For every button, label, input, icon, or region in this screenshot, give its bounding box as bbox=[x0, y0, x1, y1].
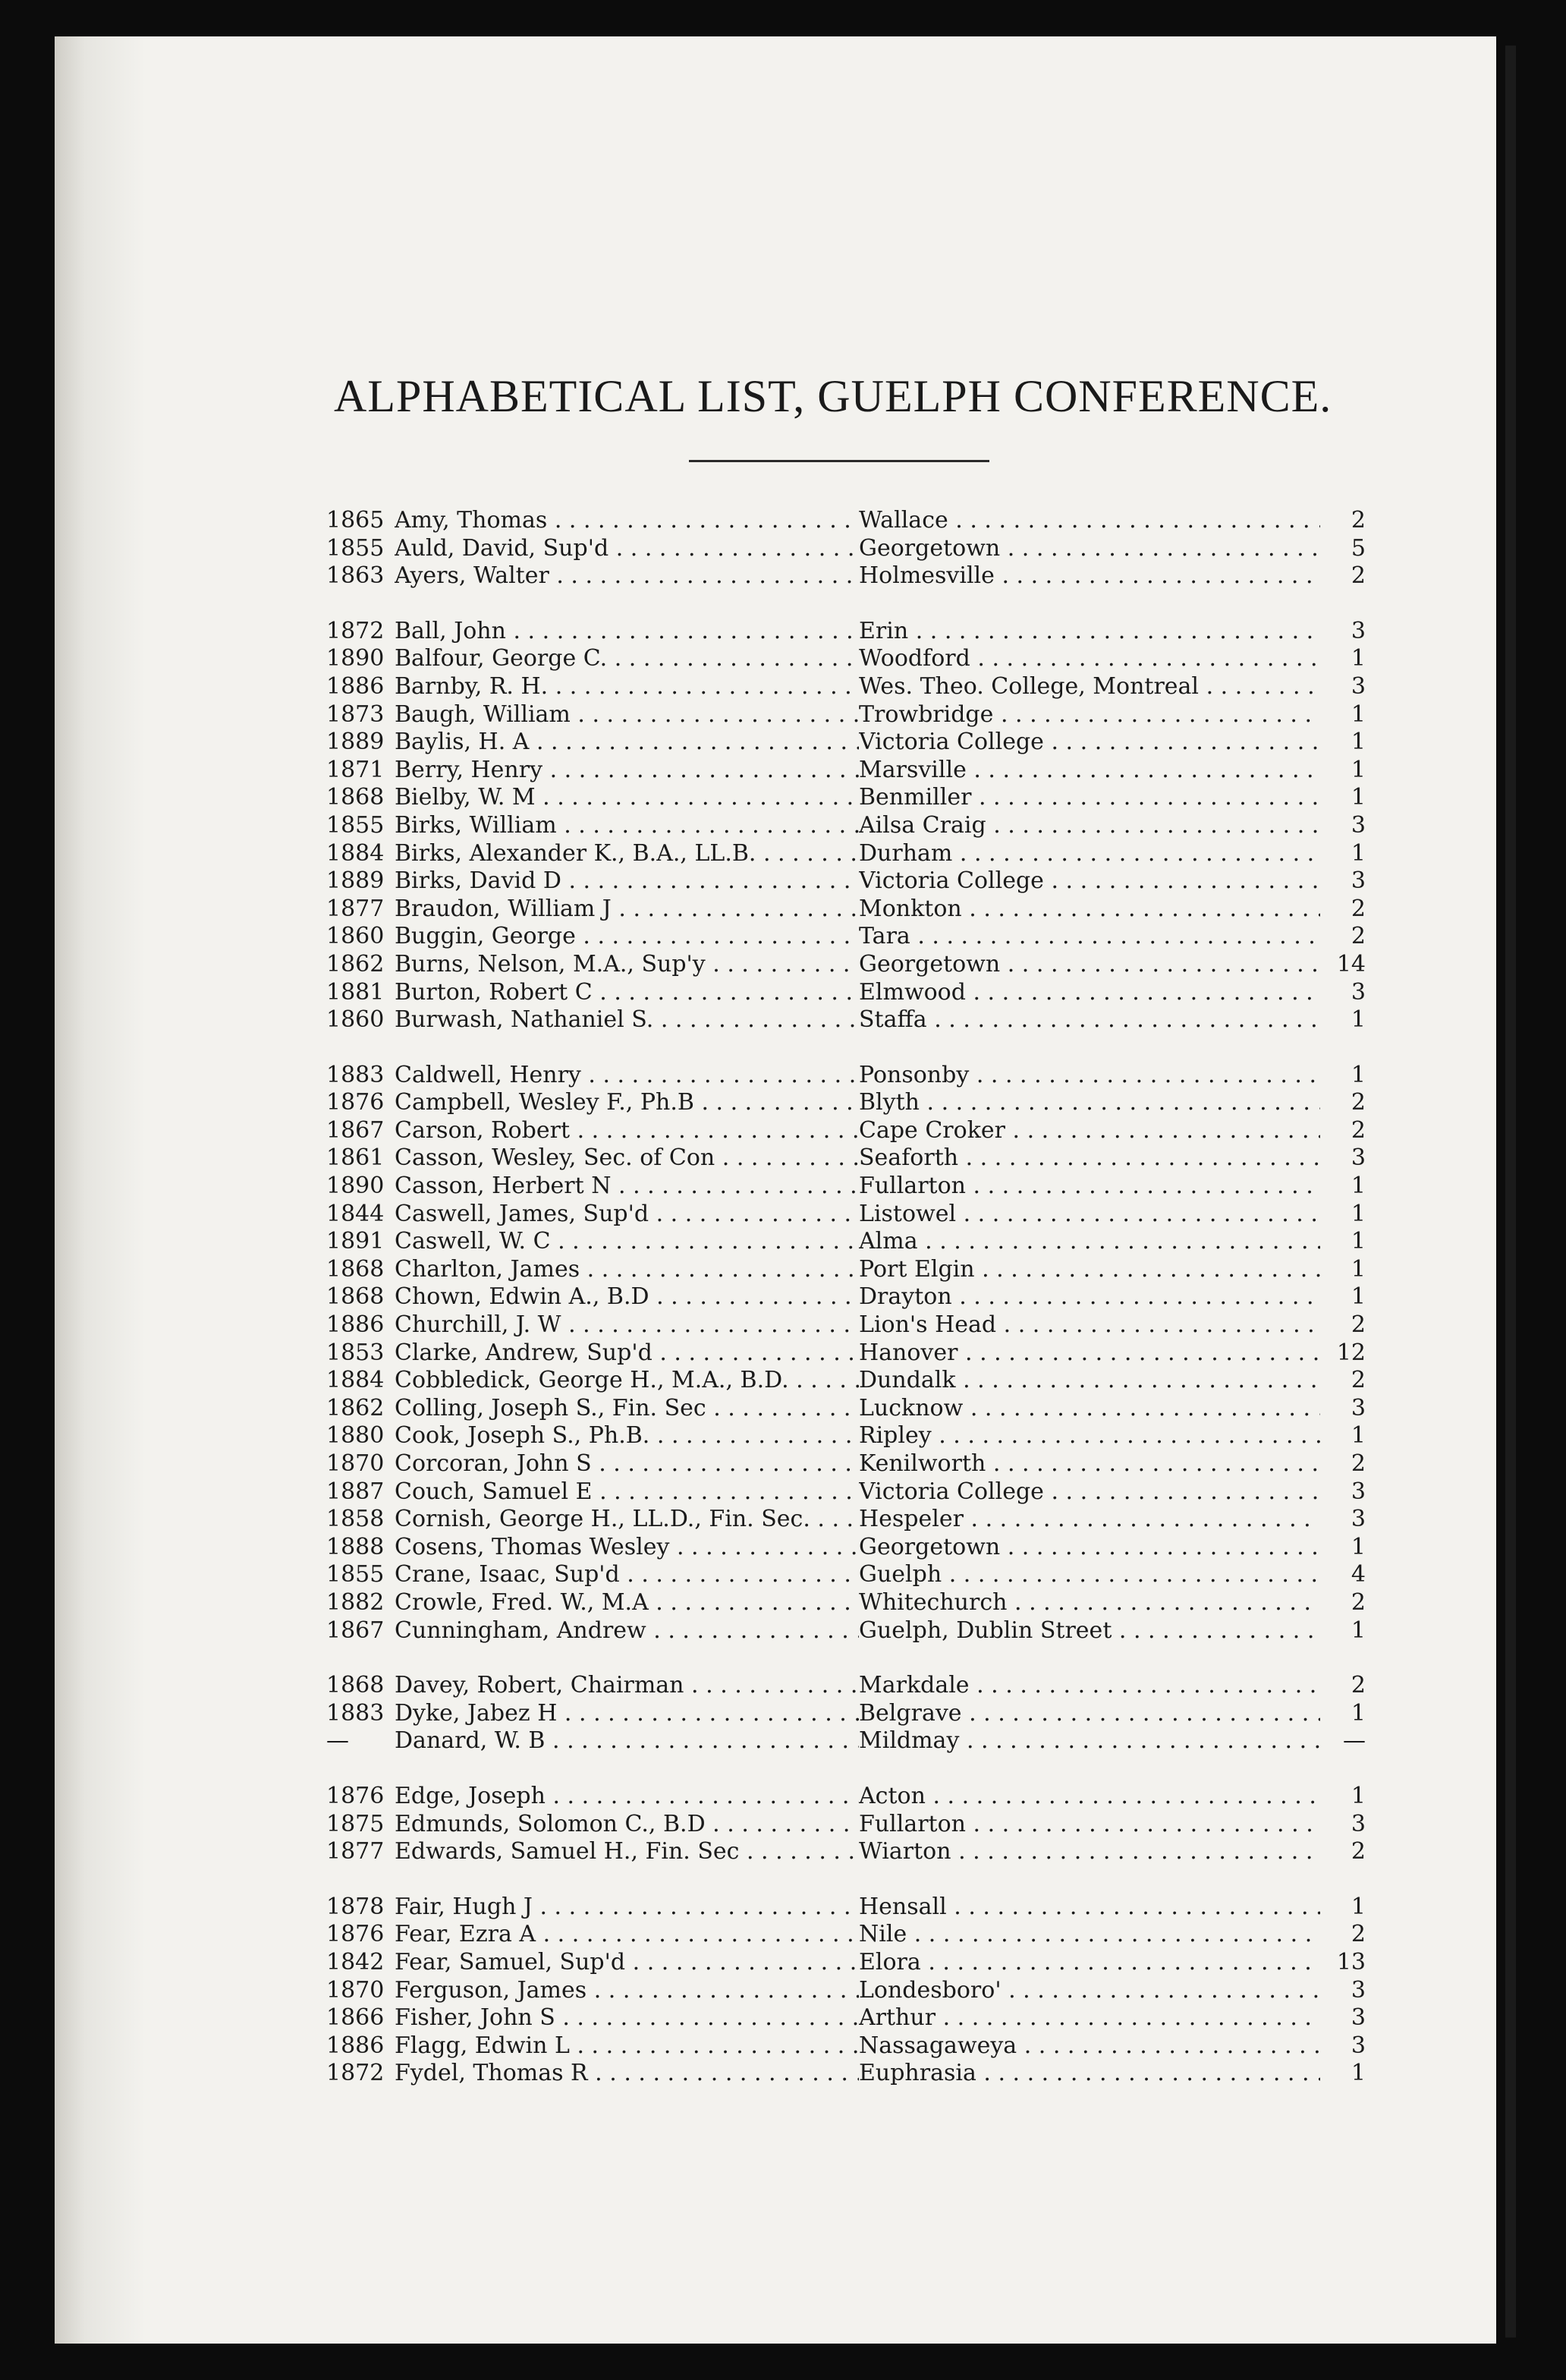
entry-year: 1873 bbox=[326, 700, 385, 728]
entry-year: 1882 bbox=[326, 1588, 385, 1616]
letter-group bbox=[326, 1672, 1366, 1755]
entry-name: Braudon, William J . . . bbox=[395, 896, 1168, 924]
entry-station: Victoria College . . . bbox=[859, 1478, 1322, 1506]
entry-station: Guelph . . . bbox=[859, 1561, 1322, 1589]
entry-years-count: 1 bbox=[1320, 729, 1366, 757]
entry-name: Dyke, Jabez H . . . bbox=[395, 1700, 1168, 1728]
entry-station: Belgrave . . . bbox=[859, 1700, 1322, 1728]
entry-station: Lion's Head . . . bbox=[859, 1311, 1322, 1340]
entry-station: Arthur . . . bbox=[859, 2004, 1322, 2032]
entry-years-count: — bbox=[1320, 1727, 1366, 1755]
entry-years-count: 3 bbox=[1320, 673, 1366, 701]
entry-year: 1855 bbox=[326, 1561, 385, 1588]
entry-years-count: 2 bbox=[1320, 1450, 1366, 1478]
entry-years-count: 1 bbox=[1320, 840, 1366, 868]
entry-year: 1853 bbox=[326, 1339, 385, 1366]
entry-year: 1872 bbox=[326, 2060, 385, 2087]
entry-name: Caswell, James, Sup'd . . . bbox=[395, 1201, 1168, 1229]
entry-station: Ailsa Craig . . . bbox=[859, 812, 1322, 840]
entry-name: Casson, Herbert N . . . bbox=[395, 1173, 1168, 1201]
entry-year: 1886 bbox=[326, 1311, 385, 1339]
entry-years-count: 2 bbox=[1320, 1367, 1366, 1395]
entry-station: Monkton . . . bbox=[859, 896, 1322, 924]
page-gutter-shadow bbox=[55, 36, 146, 2344]
entry-years-count: 2 bbox=[1320, 507, 1366, 535]
entry-year: 1887 bbox=[326, 1478, 385, 1505]
entry-year: 1844 bbox=[326, 1200, 385, 1227]
entry-name: Balfour, George C. . . . bbox=[395, 645, 1168, 673]
entry-name: Cook, Joseph S., Ph.B. . . . bbox=[395, 1422, 1168, 1450]
entry-year: 1877 bbox=[326, 1838, 385, 1865]
entry-name: Fear, Samuel, Sup'd . . . bbox=[395, 1949, 1168, 1977]
list-row bbox=[326, 2060, 1366, 2088]
entry-year: 1890 bbox=[326, 1173, 385, 1200]
letter-group bbox=[326, 1783, 1366, 1866]
entry-station: Ponsonby . . . bbox=[859, 1062, 1322, 1090]
entry-years-count: 3 bbox=[1320, 1478, 1366, 1506]
entry-name: Birks, David D . . . bbox=[395, 867, 1168, 896]
entry-years-count: 2 bbox=[1320, 896, 1366, 924]
list-row bbox=[326, 1921, 1366, 1949]
list-row bbox=[326, 1894, 1366, 1922]
entry-year: 1890 bbox=[326, 645, 385, 672]
entry-name: Danard, W. B . . . bbox=[395, 1727, 1168, 1755]
entry-name: Fydel, Thomas R . . . bbox=[395, 2060, 1168, 2088]
list-row bbox=[326, 867, 1366, 896]
entry-year: 1878 bbox=[326, 1893, 385, 1920]
entry-years-count: 3 bbox=[1320, 2004, 1366, 2032]
list-row bbox=[326, 1201, 1366, 1229]
entry-station: Victoria College . . . bbox=[859, 729, 1322, 757]
entry-name: Fisher, John S . . . bbox=[395, 2004, 1168, 2032]
list-row bbox=[326, 673, 1366, 701]
entry-name: Berry, Henry . . . bbox=[395, 757, 1168, 785]
list-row bbox=[326, 1949, 1366, 1977]
list-row bbox=[326, 784, 1366, 812]
entry-name: Ball, John . . . bbox=[395, 618, 1168, 646]
entry-name: Burton, Robert C . . . bbox=[395, 979, 1168, 1007]
entry-years-count: 2 bbox=[1320, 562, 1366, 590]
entry-year: 1876 bbox=[326, 1089, 385, 1116]
entry-year: 1876 bbox=[326, 1782, 385, 1809]
entry-name: Couch, Samuel E . . . bbox=[395, 1478, 1168, 1506]
entry-year: 1867 bbox=[326, 1617, 385, 1644]
entry-name: Baylis, H. A . . . bbox=[395, 729, 1168, 757]
entry-name: Cunningham, Andrew . . . bbox=[395, 1617, 1168, 1645]
entry-years-count: 2 bbox=[1320, 1921, 1366, 1949]
entry-years-count: 1 bbox=[1320, 1201, 1366, 1229]
entry-name: Edwards, Samuel H., Fin. Sec . . . bbox=[395, 1838, 1168, 1866]
list-row bbox=[326, 507, 1366, 535]
list-row bbox=[326, 1617, 1366, 1645]
entry-year: 1886 bbox=[326, 672, 385, 700]
list-row bbox=[326, 1977, 1366, 2005]
list-row bbox=[326, 1534, 1366, 1562]
entry-years-count: 2 bbox=[1320, 923, 1366, 951]
entry-station: Durham . . . bbox=[859, 840, 1322, 868]
entry-station: Wallace . . . bbox=[859, 507, 1322, 535]
entry-name: Fair, Hugh J . . . bbox=[395, 1894, 1168, 1922]
entry-years-count: 2 bbox=[1320, 1838, 1366, 1866]
entry-year: 1876 bbox=[326, 1921, 385, 1948]
list-row bbox=[326, 1340, 1366, 1368]
entry-name: Caswell, W. C . . . bbox=[395, 1228, 1168, 1256]
entry-year: 1884 bbox=[326, 839, 385, 867]
entry-station: Wes. Theo. College, Montreal . . . bbox=[859, 673, 1322, 701]
list-row bbox=[326, 1783, 1366, 1811]
minister-list bbox=[326, 507, 1366, 2115]
entry-year: 1877 bbox=[326, 895, 385, 922]
list-row bbox=[326, 1700, 1366, 1728]
list-row bbox=[326, 840, 1366, 868]
entry-years-count: 13 bbox=[1320, 1949, 1366, 1977]
list-row bbox=[326, 1506, 1366, 1534]
entry-name: Auld, David, Sup'd . . . bbox=[395, 535, 1168, 563]
entry-years-count: 3 bbox=[1320, 2032, 1366, 2060]
entry-year: 1880 bbox=[326, 1422, 385, 1450]
entry-year: 1875 bbox=[326, 1810, 385, 1837]
entry-years-count: 1 bbox=[1320, 757, 1366, 785]
entry-year: 1862 bbox=[326, 950, 385, 978]
entry-year: 1891 bbox=[326, 1228, 385, 1255]
entry-years-count: 1 bbox=[1320, 1534, 1366, 1562]
list-row bbox=[326, 1395, 1366, 1423]
entry-years-count: 1 bbox=[1320, 2060, 1366, 2088]
entry-station: Acton . . . bbox=[859, 1783, 1322, 1811]
page-title: ALPHABETICAL LIST, GUELPH CONFERENCE. bbox=[334, 371, 1332, 421]
entry-years-count: 1 bbox=[1320, 1894, 1366, 1922]
entry-years-count: 3 bbox=[1320, 618, 1366, 646]
list-row bbox=[326, 1283, 1366, 1311]
entry-station: Cape Croker . . . bbox=[859, 1117, 1322, 1145]
list-row bbox=[326, 979, 1366, 1007]
entry-years-count: 1 bbox=[1320, 1256, 1366, 1284]
entry-station: Seaforth . . . bbox=[859, 1144, 1322, 1173]
entry-year: 1862 bbox=[326, 1394, 385, 1421]
entry-name: Churchill, J. W . . . bbox=[395, 1311, 1168, 1340]
entry-years-count: 1 bbox=[1320, 1062, 1366, 1090]
entry-years-count: 1 bbox=[1320, 1228, 1366, 1256]
list-row bbox=[326, 1117, 1366, 1145]
entry-years-count: 1 bbox=[1320, 701, 1366, 729]
entry-station: Whitechurch . . . bbox=[859, 1589, 1322, 1617]
entry-station: Nassagaweya . . . bbox=[859, 2032, 1322, 2060]
list-row bbox=[326, 1144, 1366, 1173]
entry-name: Barnby, R. H. . . . bbox=[395, 673, 1168, 701]
list-row bbox=[326, 1256, 1366, 1284]
entry-year: 1868 bbox=[326, 784, 385, 811]
entry-station: Alma . . . bbox=[859, 1228, 1322, 1256]
entry-station: Marsville . . . bbox=[859, 757, 1322, 785]
entry-years-count: 1 bbox=[1320, 1006, 1366, 1034]
list-row bbox=[326, 1311, 1366, 1340]
entry-year: 1871 bbox=[326, 756, 385, 783]
entry-name: Carson, Robert . . . bbox=[395, 1117, 1168, 1145]
list-row bbox=[326, 1561, 1366, 1589]
entry-station: Markdale . . . bbox=[859, 1672, 1322, 1700]
list-row bbox=[326, 535, 1366, 563]
list-row bbox=[326, 2004, 1366, 2032]
entry-years-count: 5 bbox=[1320, 535, 1366, 563]
entry-station: Woodford . . . bbox=[859, 645, 1322, 673]
entry-station: Georgetown . . . bbox=[859, 535, 1322, 563]
list-row bbox=[326, 1589, 1366, 1617]
entry-year: 1866 bbox=[326, 2004, 385, 2032]
entry-year: 1865 bbox=[326, 507, 385, 534]
list-row bbox=[326, 1062, 1366, 1090]
list-row bbox=[326, 1811, 1366, 1839]
list-row bbox=[326, 1367, 1366, 1395]
entry-name: Flagg, Edwin L . . . bbox=[395, 2032, 1168, 2060]
list-row bbox=[326, 1672, 1366, 1700]
entry-station: Elora . . . bbox=[859, 1949, 1322, 1977]
entry-station: Georgetown . . . bbox=[859, 951, 1322, 979]
letter-group bbox=[326, 1894, 1366, 2088]
entry-station: Fullarton . . . bbox=[859, 1811, 1322, 1839]
entry-year: 1863 bbox=[326, 562, 385, 590]
entry-years-count: 4 bbox=[1320, 1561, 1366, 1589]
list-row bbox=[326, 1006, 1366, 1034]
entry-name: Bielby, W. M . . . bbox=[395, 784, 1168, 812]
entry-station: Hespeler . . . bbox=[859, 1506, 1322, 1534]
entry-year: 1868 bbox=[326, 1255, 385, 1283]
entry-station: Guelph, Dublin Street . . . bbox=[859, 1617, 1322, 1645]
entry-station: Blyth . . . bbox=[859, 1089, 1322, 1117]
entry-year: 1860 bbox=[326, 923, 385, 950]
entry-name: Edge, Joseph . . . bbox=[395, 1783, 1168, 1811]
entry-station: Fullarton . . . bbox=[859, 1173, 1322, 1201]
entry-station: Benmiller . . . bbox=[859, 784, 1322, 812]
entry-year: 1889 bbox=[326, 729, 385, 756]
entry-year: 1860 bbox=[326, 1006, 385, 1034]
entry-name: Birks, William . . . bbox=[395, 812, 1168, 840]
letter-group bbox=[326, 618, 1366, 1034]
list-row bbox=[326, 2032, 1366, 2060]
entry-name: Burwash, Nathaniel S. . . . bbox=[395, 1006, 1168, 1034]
entry-year: 1855 bbox=[326, 534, 385, 562]
list-row bbox=[326, 1173, 1366, 1201]
list-row bbox=[326, 562, 1366, 590]
entry-name: Amy, Thomas . . . bbox=[395, 507, 1168, 535]
entry-station: Hensall . . . bbox=[859, 1894, 1322, 1922]
entry-station: Erin . . . bbox=[859, 618, 1322, 646]
entry-years-count: 1 bbox=[1320, 1617, 1366, 1645]
list-row bbox=[326, 701, 1366, 729]
entry-years-count: 3 bbox=[1320, 1977, 1366, 2005]
list-row bbox=[326, 1450, 1366, 1478]
list-row bbox=[326, 1478, 1366, 1506]
list-row bbox=[326, 618, 1366, 646]
entry-station: Kenilworth . . . bbox=[859, 1450, 1322, 1478]
entry-years-count: 1 bbox=[1320, 1173, 1366, 1201]
entry-name: Corcoran, John S . . . bbox=[395, 1450, 1168, 1478]
entry-station: Dundalk . . . bbox=[859, 1367, 1322, 1395]
entry-name: Caldwell, Henry . . . bbox=[395, 1062, 1168, 1090]
list-row bbox=[326, 951, 1366, 979]
entry-name: Cobbledick, George H., M.A., B.D. . . . bbox=[395, 1367, 1168, 1395]
entry-year: 1870 bbox=[326, 1450, 385, 1477]
entry-station: Wiarton . . . bbox=[859, 1838, 1322, 1866]
entry-years-count: 2 bbox=[1320, 1589, 1366, 1617]
entry-name: Chown, Edwin A., B.D . . . bbox=[395, 1283, 1168, 1311]
entry-year: 1868 bbox=[326, 1672, 385, 1699]
entry-years-count: 2 bbox=[1320, 1117, 1366, 1145]
entry-name: Burns, Nelson, M.A., Sup'y . . . bbox=[395, 951, 1168, 979]
entry-years-count: 2 bbox=[1320, 1089, 1366, 1117]
entry-year: 1883 bbox=[326, 1699, 385, 1727]
letter-group bbox=[326, 507, 1366, 590]
entry-name: Cornish, George H., LL.D., Fin. Sec. . . . bbox=[395, 1506, 1168, 1534]
entry-station: Nile . . . bbox=[859, 1921, 1322, 1949]
list-row bbox=[326, 1089, 1366, 1117]
entry-year: 1883 bbox=[326, 1061, 385, 1088]
entry-year: 1855 bbox=[326, 811, 385, 839]
list-row bbox=[326, 1838, 1366, 1866]
entry-years-count: 1 bbox=[1320, 784, 1366, 812]
entry-station: Drayton . . . bbox=[859, 1283, 1322, 1311]
entry-station: Mildmay . . . bbox=[859, 1727, 1322, 1755]
entry-station: Holmesville . . . bbox=[859, 562, 1322, 590]
entry-years-count: 14 bbox=[1320, 951, 1366, 979]
entry-year: 1872 bbox=[326, 617, 385, 644]
list-row bbox=[326, 923, 1366, 951]
entry-years-count: 3 bbox=[1320, 812, 1366, 840]
entry-station: Londesboro' . . . bbox=[859, 1977, 1322, 2005]
entry-year: 1868 bbox=[326, 1283, 385, 1311]
entry-years-count: 3 bbox=[1320, 1811, 1366, 1839]
entry-years-count: 1 bbox=[1320, 1283, 1366, 1311]
entry-name: Clarke, Andrew, Sup'd . . . bbox=[395, 1340, 1168, 1368]
entry-station: Ripley . . . bbox=[859, 1422, 1322, 1450]
list-row bbox=[326, 812, 1366, 840]
list-row bbox=[326, 1422, 1366, 1450]
entry-year: 1889 bbox=[326, 867, 385, 895]
entry-name: Fear, Ezra A . . . bbox=[395, 1921, 1168, 1949]
list-row bbox=[326, 1727, 1366, 1755]
entry-year: 1888 bbox=[326, 1533, 385, 1560]
entry-years-count: 1 bbox=[1320, 1783, 1366, 1811]
title-rule bbox=[689, 460, 989, 462]
entry-name: Edmunds, Solomon C., B.D . . . bbox=[395, 1811, 1168, 1839]
entry-station: Victoria College . . . bbox=[859, 867, 1322, 896]
entry-year: 1858 bbox=[326, 1506, 385, 1533]
entry-years-count: 3 bbox=[1320, 1506, 1366, 1534]
entry-name: Campbell, Wesley F., Ph.B . . . bbox=[395, 1089, 1168, 1117]
entry-year: — bbox=[326, 1727, 349, 1755]
entry-years-count: 3 bbox=[1320, 867, 1366, 896]
entry-station: Port Elgin . . . bbox=[859, 1256, 1322, 1284]
next-page-edge bbox=[1505, 46, 1516, 2338]
entry-name: Crane, Isaac, Sup'd . . . bbox=[395, 1561, 1168, 1589]
entry-years-count: 1 bbox=[1320, 1422, 1366, 1450]
entry-year: 1870 bbox=[326, 1976, 385, 2004]
letter-group bbox=[326, 1062, 1366, 1645]
entry-year: 1861 bbox=[326, 1144, 385, 1172]
list-row bbox=[326, 757, 1366, 785]
entry-station: Georgetown . . . bbox=[859, 1534, 1322, 1562]
entry-year: 1886 bbox=[326, 2032, 385, 2059]
entry-name: Buggin, George . . . bbox=[395, 923, 1168, 951]
entry-years-count: 2 bbox=[1320, 1672, 1366, 1700]
entry-station: Euphrasia . . . bbox=[859, 2060, 1322, 2088]
entry-station: Tara . . . bbox=[859, 923, 1322, 951]
entry-station: Hanover . . . bbox=[859, 1340, 1322, 1368]
entry-years-count: 1 bbox=[1320, 645, 1366, 673]
list-row bbox=[326, 729, 1366, 757]
entry-year: 1884 bbox=[326, 1367, 385, 1394]
entry-years-count: 1 bbox=[1320, 1700, 1366, 1728]
list-row bbox=[326, 1228, 1366, 1256]
entry-name: Davey, Robert, Chairman . . . bbox=[395, 1672, 1168, 1700]
entry-years-count: 3 bbox=[1320, 979, 1366, 1007]
entry-station: Listowel . . . bbox=[859, 1201, 1322, 1229]
list-row bbox=[326, 645, 1366, 673]
entry-station: Staffa . . . bbox=[859, 1006, 1322, 1034]
entry-name: Crowle, Fred. W., M.A . . . bbox=[395, 1589, 1168, 1617]
entry-station: Elmwood . . . bbox=[859, 979, 1322, 1007]
entry-years-count: 3 bbox=[1320, 1144, 1366, 1173]
entry-name: Colling, Joseph S., Fin. Sec . . . bbox=[395, 1395, 1168, 1423]
entry-name: Ferguson, James . . . bbox=[395, 1977, 1168, 2005]
entry-name: Charlton, James . . . bbox=[395, 1256, 1168, 1284]
entry-year: 1842 bbox=[326, 1948, 385, 1975]
entry-years-count: 12 bbox=[1320, 1340, 1366, 1368]
entry-year: 1881 bbox=[326, 978, 385, 1006]
entry-name: Casson, Wesley, Sec. of Con . . . bbox=[395, 1144, 1168, 1173]
entry-years-count: 3 bbox=[1320, 1395, 1366, 1423]
entry-name: Birks, Alexander K., B.A., LL.B. . . . bbox=[395, 840, 1168, 868]
entry-name: Cosens, Thomas Wesley . . . bbox=[395, 1534, 1168, 1562]
list-row bbox=[326, 896, 1366, 924]
entry-name: Baugh, William . . . bbox=[395, 701, 1168, 729]
entry-station: Lucknow . . . bbox=[859, 1395, 1322, 1423]
entry-name: Ayers, Walter . . . bbox=[395, 562, 1168, 590]
entry-year: 1867 bbox=[326, 1116, 385, 1144]
entry-station: Trowbridge . . . bbox=[859, 701, 1322, 729]
entry-years-count: 2 bbox=[1320, 1311, 1366, 1340]
